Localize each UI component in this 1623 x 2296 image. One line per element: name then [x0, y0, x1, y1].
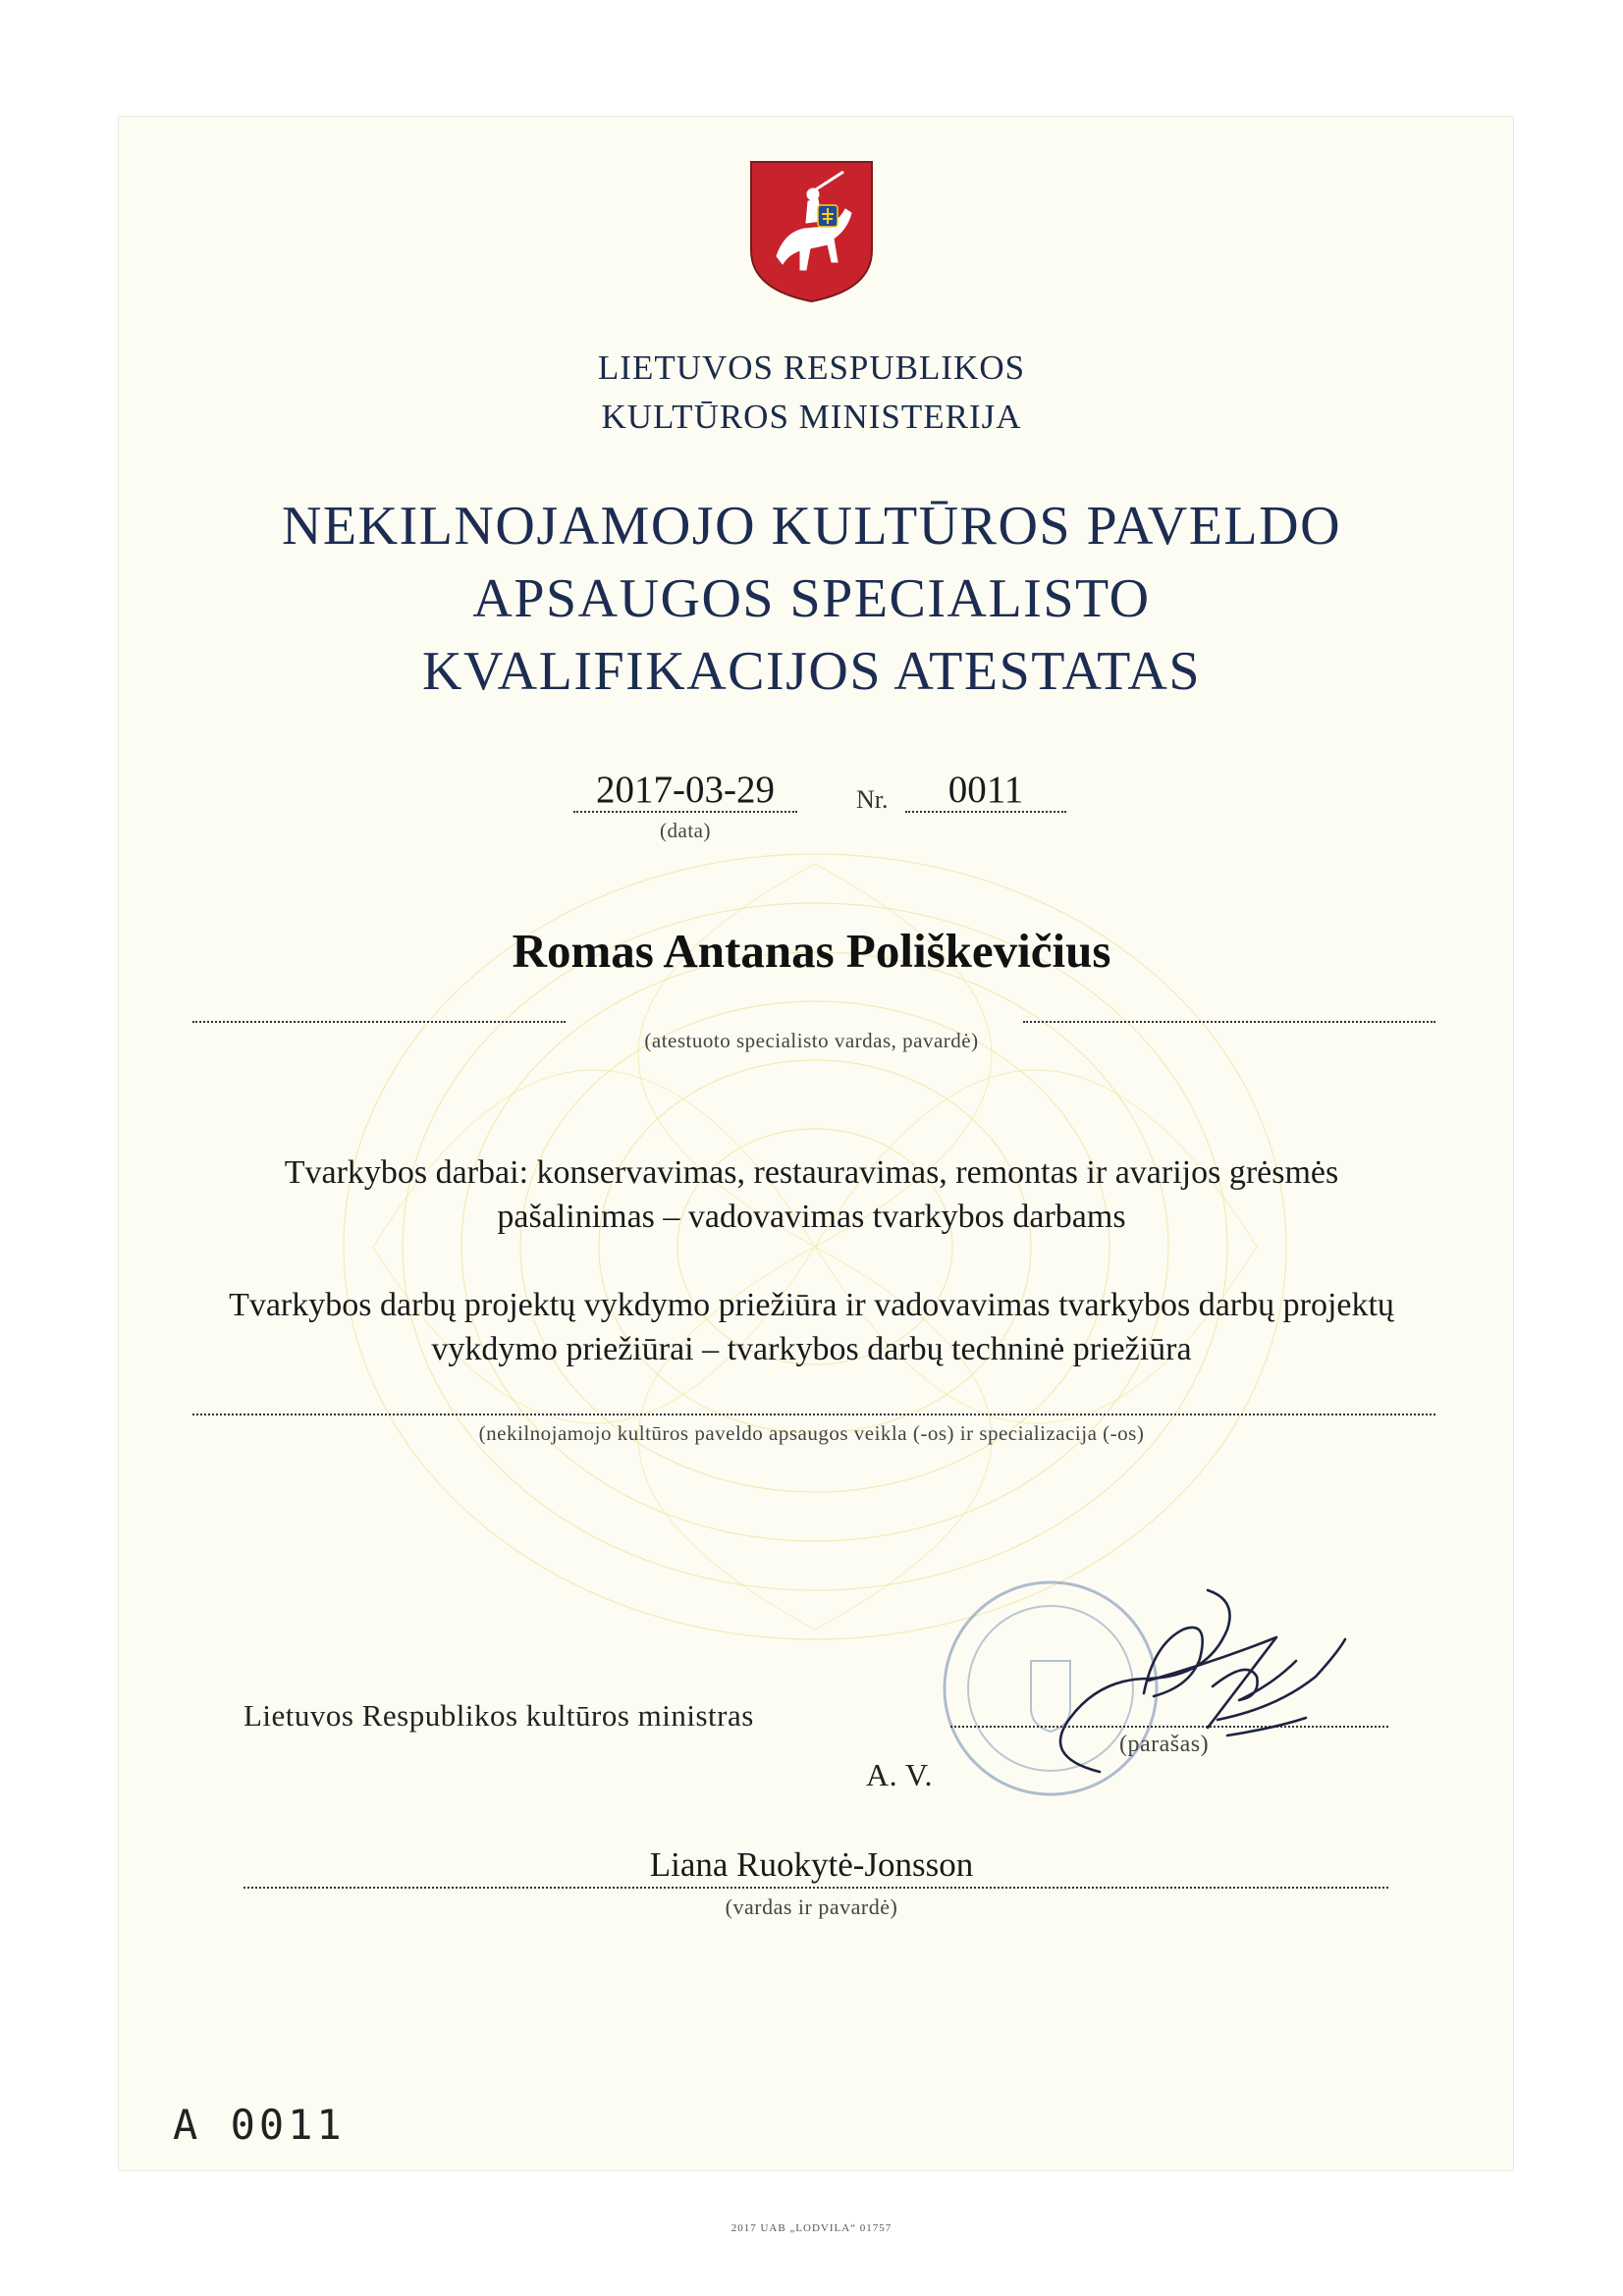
minister-name-caption: (vardas ir pavardė): [725, 1895, 898, 1919]
printer-mark: 2017 UAB „LODVILA“ 01757: [730, 2222, 893, 2234]
certificate-title-line1: NEKILNOJAMOJO KULTŪROS PAVELDO: [281, 496, 1342, 557]
handwritten-signature: [982, 1571, 1355, 1796]
qualification-paragraph1-line2: pašalinimas – vadovavimas tvarkybos darbams: [497, 1199, 1126, 1235]
certificate-title-line3: KVALIFIKACIJOS ATESTATAS: [422, 641, 1201, 702]
name-dotted-line-left: [192, 1021, 566, 1023]
qualification-paragraph2-line1: Tvarkybos darbų projektų vykdymo priežiūra ir vadovavimas tvarkybos darbų projektų: [229, 1287, 1394, 1323]
certificate-date: 2017-03-29: [596, 769, 775, 811]
number-label: Nr.: [856, 785, 889, 814]
seal-label: A. V.: [866, 1757, 934, 1792]
minister-name: Liana Ruokytė-Jonsson: [649, 1845, 974, 1884]
coat-of-arms-emblem: [749, 160, 874, 303]
name-dotted-line-right: [1023, 1021, 1435, 1023]
qualification-dotted-line: [192, 1414, 1435, 1415]
serial-number: A 0011: [173, 2101, 346, 2149]
certificate-title-line2: APSAUGOS SPECIALISTO: [472, 568, 1151, 629]
certificate-number: 0011: [947, 769, 1024, 811]
qualification-paragraph2-line2: vykdymo priežiūrai – tvarkybos darbų techninė priežiūra: [431, 1331, 1192, 1367]
qualification-caption: (nekilnojamojo kultūros paveldo apsaugos veikla (-os) ir specializacija (-os): [478, 1421, 1145, 1445]
ministry-name-line1: LIETUVOS RESPUBLIKOS: [597, 348, 1026, 387]
signature-caption: (parašas): [1119, 1732, 1210, 1757]
holder-name-caption: (atestuoto specialisto vardas, pavardė): [644, 1029, 979, 1052]
minister-name-dotted-line: [243, 1887, 1388, 1889]
date-caption: (data): [660, 819, 711, 842]
minister-label: Lietuvos Respublikos kultūros ministras: [243, 1698, 754, 1733]
holder-name: Romas Antanas Poliškevičius: [512, 924, 1111, 978]
ministry-name-line2: KULTŪROS MINISTERIJA: [601, 398, 1022, 436]
qualification-paragraph1-line1: Tvarkybos darbai: konservavimas, restauravimas, remontas ir avarijos grėsmės: [284, 1154, 1339, 1191]
